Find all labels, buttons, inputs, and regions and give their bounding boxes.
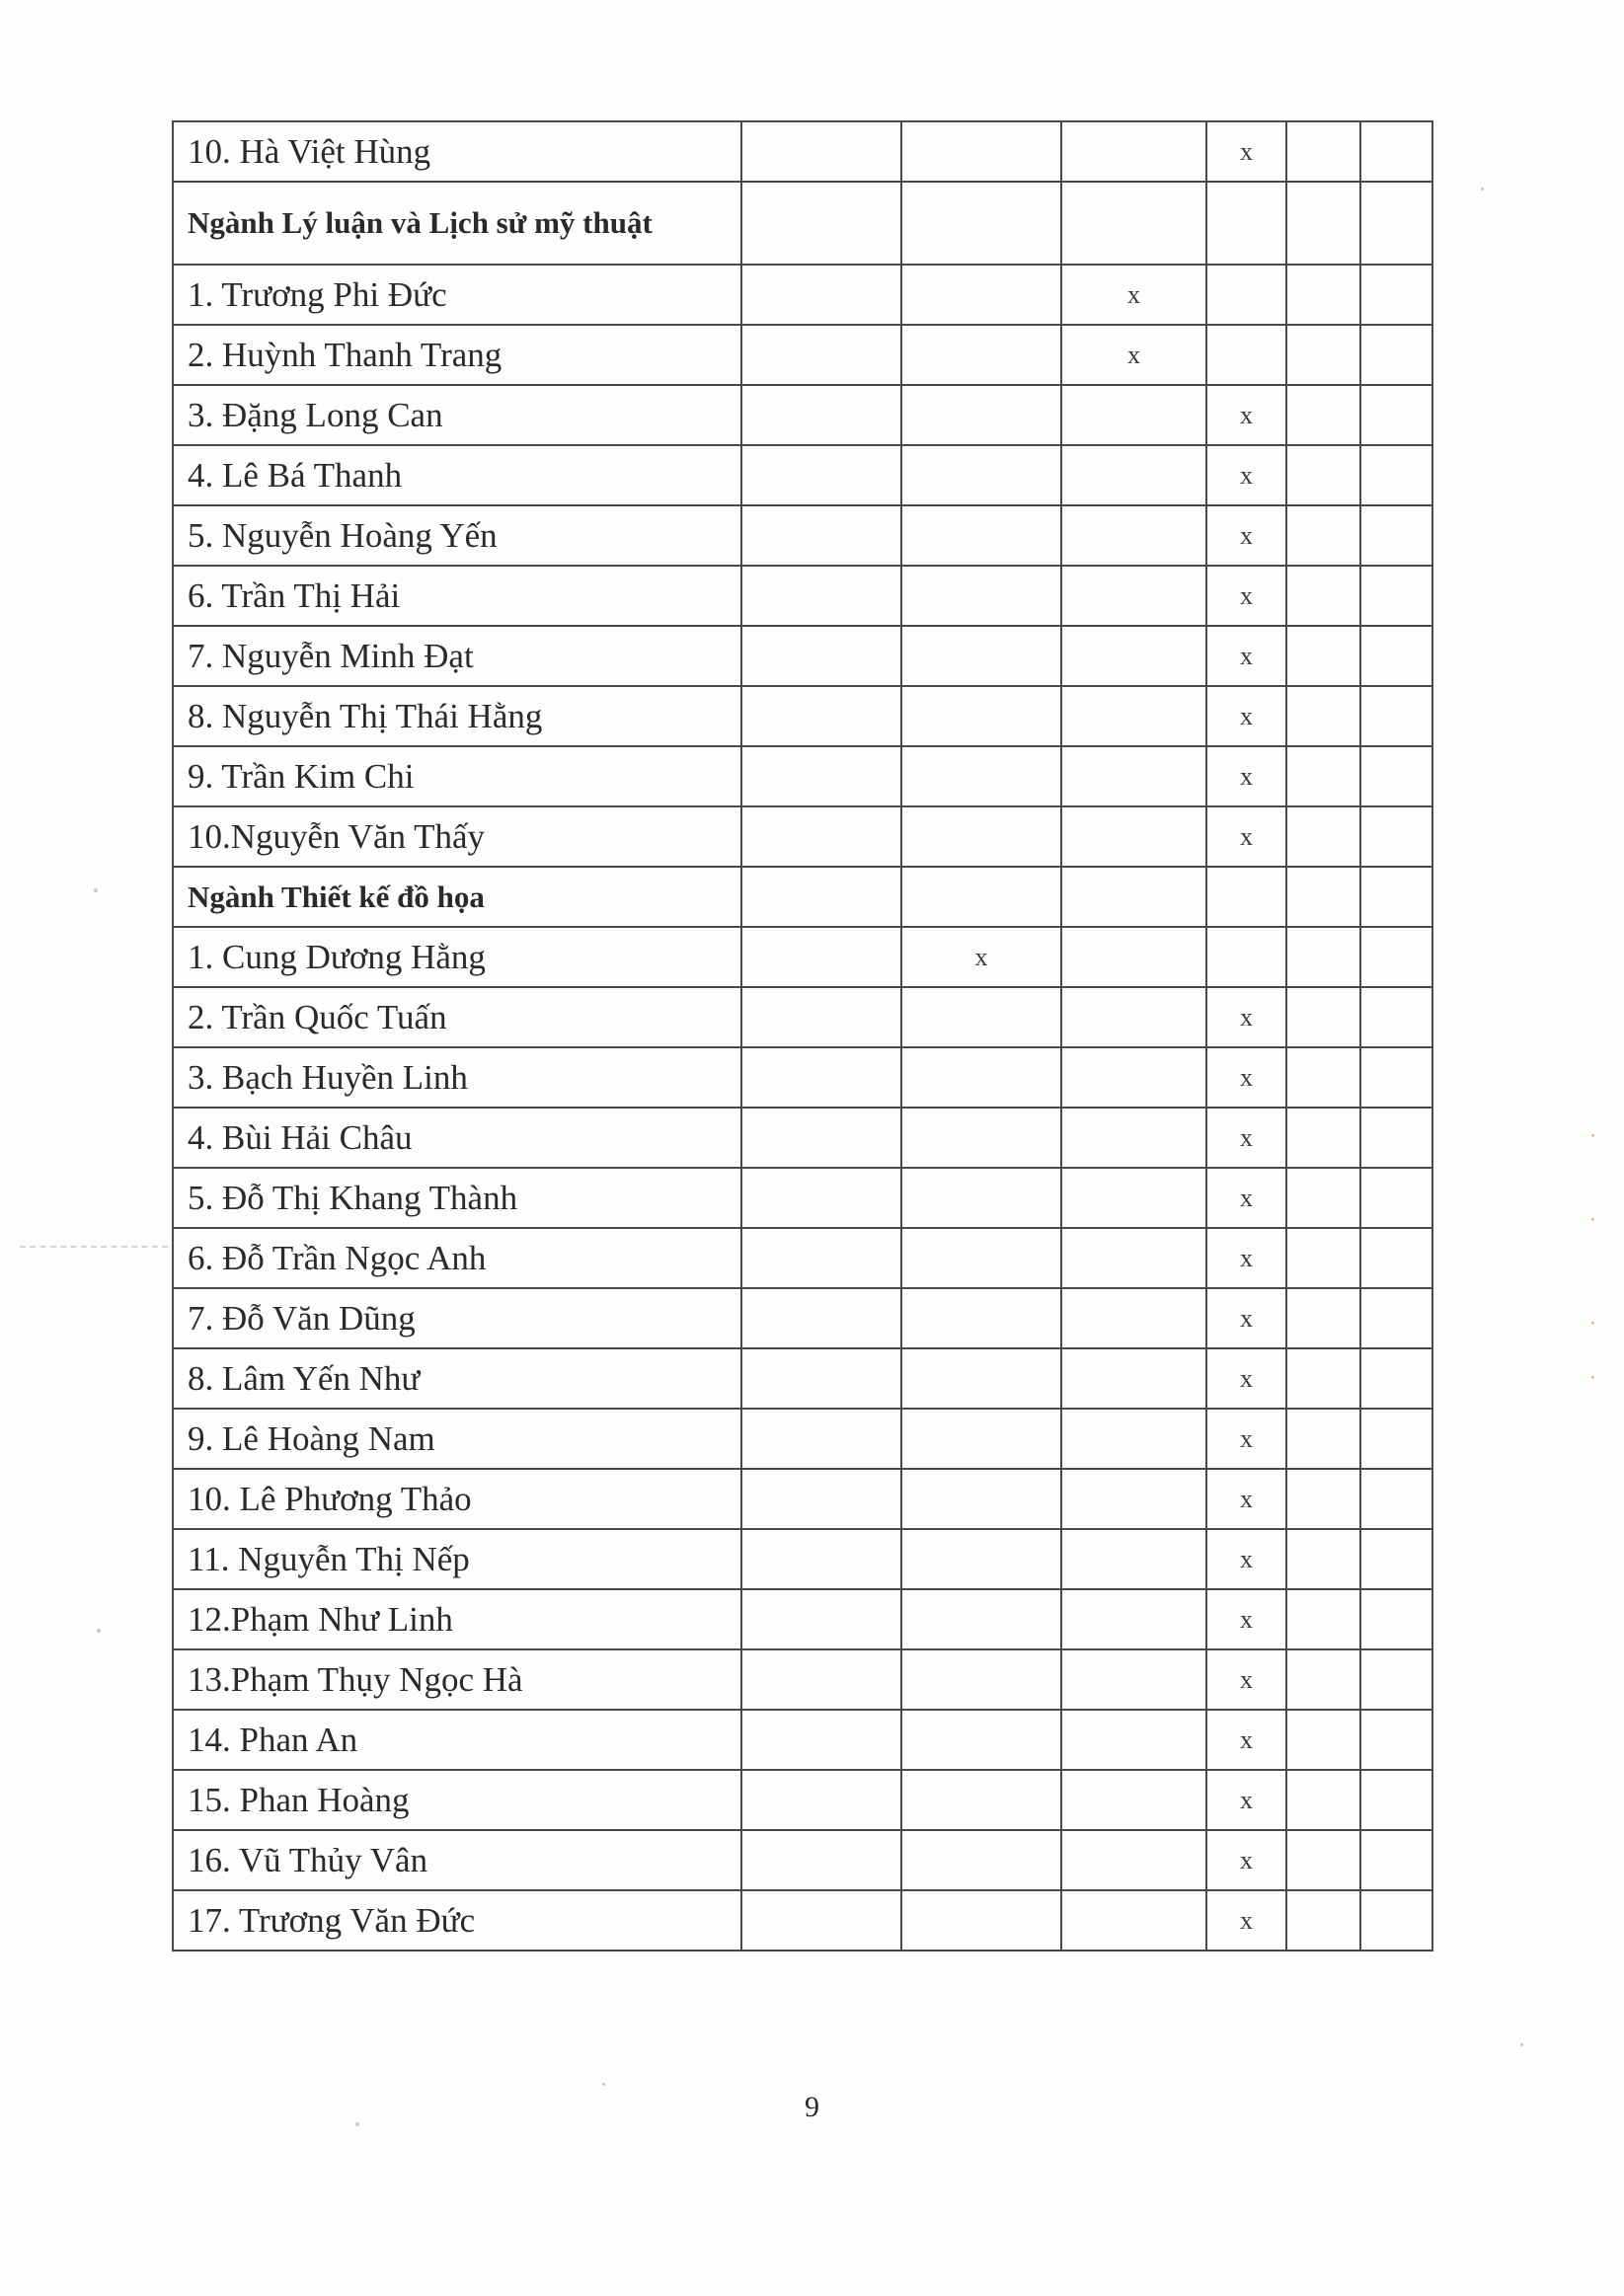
mark-cell: [741, 1890, 901, 1951]
mark-cell: [1360, 385, 1432, 445]
mark-cell: [1360, 1409, 1432, 1469]
mark-cell: [1360, 927, 1432, 987]
person-name-cell: 1. Trương Phi Đức: [173, 265, 741, 325]
mark-cell: [1061, 1108, 1206, 1168]
mark-cell: x: [1206, 1348, 1286, 1409]
mark-cell: [1061, 385, 1206, 445]
table-row: [173, 1288, 1432, 1348]
table-row: [173, 1890, 1432, 1951]
person-name-cell: 1. Cung Dương Hằng: [173, 927, 741, 987]
mark-cell: [1286, 1589, 1360, 1649]
mark-cell: [901, 1469, 1061, 1529]
mark-cell: [1360, 1348, 1432, 1409]
table-row: [173, 1108, 1432, 1168]
mark-cell: [901, 806, 1061, 867]
mark-cell: [1360, 1589, 1432, 1649]
mark-cell: x: [1206, 566, 1286, 626]
mark-cell: [901, 1409, 1061, 1469]
table-row: [173, 1469, 1432, 1529]
mark-cell: [1061, 445, 1206, 505]
mark-cell: [901, 626, 1061, 686]
person-name-cell: 15. Phan Hoàng: [173, 1770, 741, 1830]
mark-cell: [901, 1348, 1061, 1409]
mark-cell: [1061, 867, 1206, 927]
mark-cell: [1286, 1288, 1360, 1348]
mark-cell: [1061, 626, 1206, 686]
mark-cell: [1360, 182, 1432, 265]
page-number: 9: [805, 2091, 819, 2123]
table-row: [173, 806, 1432, 867]
table-row: [173, 1589, 1432, 1649]
table-row: [173, 927, 1432, 987]
mark-cell: [1360, 746, 1432, 806]
mark-cell: [901, 686, 1061, 746]
mark-cell: [741, 1168, 901, 1228]
table-row: [173, 626, 1432, 686]
mark-cell: [901, 1108, 1061, 1168]
mark-cell: [741, 1710, 901, 1770]
mark-cell: [741, 1649, 901, 1710]
mark-cell: [901, 1770, 1061, 1830]
mark-cell: x: [1206, 1529, 1286, 1589]
mark-cell: [1206, 325, 1286, 385]
table-row: [173, 1529, 1432, 1589]
mark-cell: [741, 806, 901, 867]
person-name-cell: 4. Bùi Hải Châu: [173, 1108, 741, 1168]
mark-cell: [1061, 1348, 1206, 1409]
person-name-cell: 17. Trương Văn Đức: [173, 1890, 741, 1951]
mark-cell: [1286, 1228, 1360, 1288]
table-row: [173, 987, 1432, 1047]
mark-cell: [901, 1710, 1061, 1770]
mark-cell: [1360, 1710, 1432, 1770]
mark-cell: [741, 1469, 901, 1529]
mark-cell: [1286, 1830, 1360, 1890]
mark-cell: [1360, 686, 1432, 746]
mark-cell: [1061, 1168, 1206, 1228]
mark-cell: [1286, 505, 1360, 566]
mark-cell: x: [1206, 686, 1286, 746]
table-row: [173, 445, 1432, 505]
mark-cell: [741, 626, 901, 686]
mark-cell: [1061, 1649, 1206, 1710]
roster-table: [172, 120, 1433, 1952]
mark-cell: [741, 1409, 901, 1469]
mark-cell: [901, 1529, 1061, 1589]
scan-artifact-mark: ·: [1589, 1367, 1596, 1389]
mark-cell: [1061, 927, 1206, 987]
mark-cell: x: [1206, 1409, 1286, 1469]
mark-cell: [1061, 1228, 1206, 1288]
mark-cell: [1360, 505, 1432, 566]
mark-cell: [1286, 626, 1360, 686]
table-row: [173, 1710, 1432, 1770]
mark-cell: [1286, 445, 1360, 505]
mark-cell: [1360, 806, 1432, 867]
mark-cell: [901, 1047, 1061, 1108]
mark-cell: [1286, 806, 1360, 867]
mark-cell: [741, 686, 901, 746]
mark-cell: [741, 566, 901, 626]
person-name-cell: 3. Đặng Long Can: [173, 385, 741, 445]
mark-cell: [901, 746, 1061, 806]
mark-cell: [1360, 1108, 1432, 1168]
mark-cell: [741, 445, 901, 505]
mark-cell: [1286, 566, 1360, 626]
mark-cell: [1061, 1890, 1206, 1951]
table-row: [173, 505, 1432, 566]
mark-cell: x: [1206, 121, 1286, 182]
table-row: [173, 1649, 1432, 1710]
mark-cell: [741, 121, 901, 182]
mark-cell: [901, 1168, 1061, 1228]
scan-speck: [1481, 188, 1484, 191]
mark-cell: [1286, 987, 1360, 1047]
mark-cell: [1360, 867, 1432, 927]
mark-cell: [1061, 1469, 1206, 1529]
scan-artifact-mark: ·: [1589, 1313, 1596, 1335]
mark-cell: [901, 1589, 1061, 1649]
mark-cell: [1360, 1649, 1432, 1710]
mark-cell: [1061, 1830, 1206, 1890]
mark-cell: [1360, 626, 1432, 686]
person-name-cell: 10.Nguyễn Văn Thấy: [173, 806, 741, 867]
mark-cell: [1360, 1168, 1432, 1228]
table-row: [173, 746, 1432, 806]
mark-cell: x: [1206, 445, 1286, 505]
mark-cell: [741, 867, 901, 927]
mark-cell: [1286, 1047, 1360, 1108]
mark-cell: [901, 445, 1061, 505]
mark-cell: [1360, 566, 1432, 626]
table-row: [173, 385, 1432, 445]
mark-cell: [1286, 182, 1360, 265]
mark-cell: [1061, 686, 1206, 746]
mark-cell: [1286, 1469, 1360, 1529]
mark-cell: [1360, 1288, 1432, 1348]
mark-cell: x: [1206, 1108, 1286, 1168]
person-name-cell: 4. Lê Bá Thanh: [173, 445, 741, 505]
mark-cell: [1061, 182, 1206, 265]
mark-cell: x: [1206, 1589, 1286, 1649]
mark-cell: x: [1206, 746, 1286, 806]
mark-cell: [1061, 1409, 1206, 1469]
mark-cell: [1061, 806, 1206, 867]
mark-cell: [1286, 385, 1360, 445]
mark-cell: [901, 1649, 1061, 1710]
mark-cell: x: [901, 927, 1061, 987]
mark-cell: [901, 505, 1061, 566]
mark-cell: [1286, 927, 1360, 987]
mark-cell: [741, 1770, 901, 1830]
mark-cell: [1360, 265, 1432, 325]
mark-cell: [741, 1348, 901, 1409]
mark-cell: [1360, 1830, 1432, 1890]
mark-cell: [1061, 1288, 1206, 1348]
mark-cell: [901, 1288, 1061, 1348]
mark-cell: x: [1206, 1168, 1286, 1228]
mark-cell: [741, 1228, 901, 1288]
mark-cell: [1286, 1710, 1360, 1770]
mark-cell: [1360, 445, 1432, 505]
mark-cell: x: [1206, 987, 1286, 1047]
table-row: [173, 566, 1432, 626]
mark-cell: [1206, 182, 1286, 265]
mark-cell: x: [1206, 1469, 1286, 1529]
mark-cell: x: [1206, 1649, 1286, 1710]
mark-cell: [1360, 325, 1432, 385]
section-title: Ngành Thiết kế đồ họa: [173, 867, 741, 927]
mark-cell: x: [1206, 385, 1286, 445]
section-header-row: [173, 182, 1432, 265]
mark-cell: x: [1206, 1288, 1286, 1348]
mark-cell: [1286, 1108, 1360, 1168]
mark-cell: [1061, 566, 1206, 626]
mark-cell: [1061, 746, 1206, 806]
mark-cell: [741, 1529, 901, 1589]
mark-cell: [901, 987, 1061, 1047]
scan-artifact-mark: ·: [1589, 1209, 1596, 1231]
mark-cell: [1360, 1469, 1432, 1529]
mark-cell: [1360, 987, 1432, 1047]
person-name-cell: 14. Phan An: [173, 1710, 741, 1770]
mark-cell: [1360, 1228, 1432, 1288]
mark-cell: [741, 265, 901, 325]
person-name-cell: 6. Trần Thị Hải: [173, 566, 741, 626]
mark-cell: x: [1206, 1710, 1286, 1770]
mark-cell: [1360, 1047, 1432, 1108]
mark-cell: [901, 325, 1061, 385]
scan-speck: [602, 2083, 605, 2086]
mark-cell: [741, 325, 901, 385]
mark-cell: x: [1061, 265, 1206, 325]
mark-cell: [901, 385, 1061, 445]
table-row: [173, 1770, 1432, 1830]
person-name-cell: 6. Đỗ Trần Ngọc Anh: [173, 1228, 741, 1288]
mark-cell: [901, 867, 1061, 927]
scan-speck: [355, 2122, 359, 2126]
person-name-cell: 9. Trần Kim Chi: [173, 746, 741, 806]
mark-cell: [1286, 746, 1360, 806]
mark-cell: [1061, 1770, 1206, 1830]
mark-cell: [741, 1047, 901, 1108]
mark-cell: [1286, 867, 1360, 927]
mark-cell: [901, 1228, 1061, 1288]
person-name-cell: 11. Nguyễn Thị Nếp: [173, 1529, 741, 1589]
mark-cell: x: [1206, 626, 1286, 686]
mark-cell: [1286, 265, 1360, 325]
mark-cell: [1286, 325, 1360, 385]
table-row: [173, 265, 1432, 325]
mark-cell: [1206, 867, 1286, 927]
person-name-cell: 10. Hà Việt Hùng: [173, 121, 741, 182]
mark-cell: [1360, 1529, 1432, 1589]
person-name-cell: 7. Nguyễn Minh Đạt: [173, 626, 741, 686]
person-name-cell: 10. Lê Phương Thảo: [173, 1469, 741, 1529]
mark-cell: [1206, 927, 1286, 987]
section-header-row: [173, 867, 1432, 927]
mark-cell: [901, 121, 1061, 182]
mark-cell: [741, 182, 901, 265]
mark-cell: [901, 182, 1061, 265]
table-row: [173, 121, 1432, 182]
mark-cell: [1061, 1529, 1206, 1589]
mark-cell: [741, 746, 901, 806]
mark-cell: x: [1206, 1830, 1286, 1890]
table-row: [173, 686, 1432, 746]
mark-cell: x: [1206, 1047, 1286, 1108]
mark-cell: [1360, 1770, 1432, 1830]
person-name-cell: 2. Huỳnh Thanh Trang: [173, 325, 741, 385]
mark-cell: [741, 1108, 901, 1168]
mark-cell: x: [1206, 505, 1286, 566]
mark-cell: [741, 1288, 901, 1348]
mark-cell: [741, 505, 901, 566]
table-row: [173, 1348, 1432, 1409]
mark-cell: [1061, 1589, 1206, 1649]
table-row: [173, 1168, 1432, 1228]
person-name-cell: 3. Bạch Huyền Linh: [173, 1047, 741, 1108]
mark-cell: x: [1206, 1770, 1286, 1830]
mark-cell: [1286, 1168, 1360, 1228]
person-name-cell: 5. Nguyễn Hoàng Yến: [173, 505, 741, 566]
mark-cell: [1286, 1770, 1360, 1830]
scan-speck: [97, 1629, 101, 1633]
person-name-cell: 2. Trần Quốc Tuấn: [173, 987, 741, 1047]
mark-cell: [1286, 1649, 1360, 1710]
mark-cell: [901, 1830, 1061, 1890]
mark-cell: x: [1061, 325, 1206, 385]
mark-cell: [901, 566, 1061, 626]
table-row: [173, 1409, 1432, 1469]
mark-cell: [901, 265, 1061, 325]
person-name-cell: 9. Lê Hoàng Nam: [173, 1409, 741, 1469]
table-row: [173, 1228, 1432, 1288]
mark-cell: [741, 1830, 901, 1890]
table-row: [173, 325, 1432, 385]
mark-cell: x: [1206, 806, 1286, 867]
table-row: [173, 1047, 1432, 1108]
mark-cell: [1061, 1710, 1206, 1770]
mark-cell: [1360, 1890, 1432, 1951]
roster-body: [173, 121, 1432, 1951]
mark-cell: [741, 987, 901, 1047]
person-name-cell: 8. Lâm Yến Như: [173, 1348, 741, 1409]
scan-speck: [1520, 2043, 1523, 2046]
mark-cell: [1061, 505, 1206, 566]
mark-cell: [1061, 121, 1206, 182]
mark-cell: [741, 385, 901, 445]
person-name-cell: 13.Phạm Thụy Ngọc Hà: [173, 1649, 741, 1710]
mark-cell: [1286, 686, 1360, 746]
table-row: [173, 1830, 1432, 1890]
scan-artifact-line: [20, 1246, 168, 1248]
mark-cell: x: [1206, 1228, 1286, 1288]
mark-cell: [741, 927, 901, 987]
person-name-cell: 8. Nguyễn Thị Thái Hằng: [173, 686, 741, 746]
mark-cell: [1286, 1890, 1360, 1951]
mark-cell: [1206, 265, 1286, 325]
mark-cell: [1286, 1409, 1360, 1469]
scan-speck: [94, 888, 98, 892]
person-name-cell: 5. Đỗ Thị Khang Thành: [173, 1168, 741, 1228]
mark-cell: [901, 1890, 1061, 1951]
mark-cell: [1360, 121, 1432, 182]
mark-cell: [1286, 121, 1360, 182]
person-name-cell: 16. Vũ Thủy Vân: [173, 1830, 741, 1890]
section-title: Ngành Lý luận và Lịch sử mỹ thuật: [173, 182, 741, 265]
mark-cell: [1061, 987, 1206, 1047]
mark-cell: x: [1206, 1890, 1286, 1951]
mark-cell: [1286, 1348, 1360, 1409]
mark-cell: [741, 1589, 901, 1649]
mark-cell: [1061, 1047, 1206, 1108]
mark-cell: [1286, 1529, 1360, 1589]
person-name-cell: 7. Đỗ Văn Dũng: [173, 1288, 741, 1348]
scan-artifact-mark: ·: [1589, 1125, 1596, 1147]
person-name-cell: 12.Phạm Như Linh: [173, 1589, 741, 1649]
